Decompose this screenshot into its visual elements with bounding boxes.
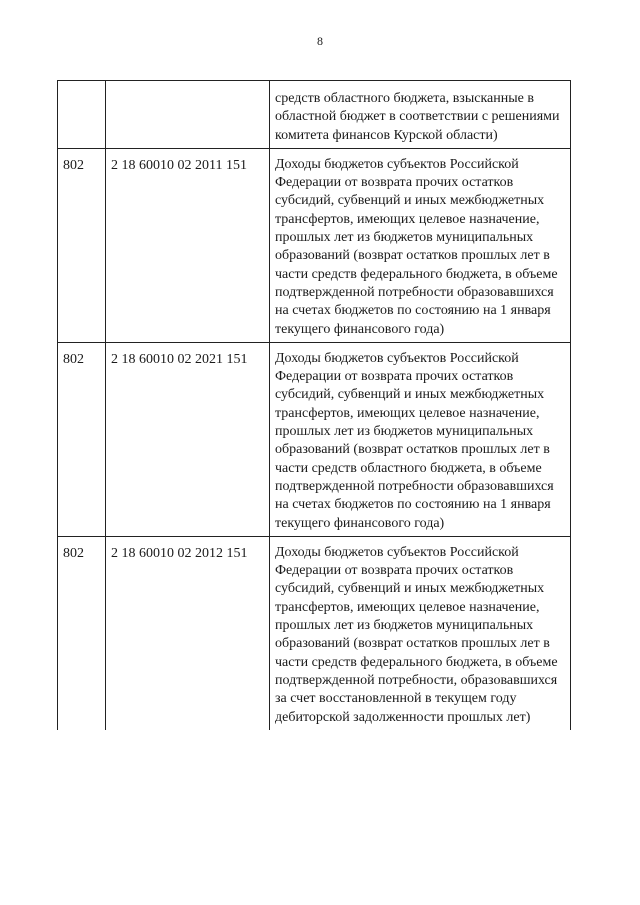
page-number: 8: [317, 34, 323, 48]
description-cell: средств областного бюджета, взысканные в областной бюджет в соответствии с решениями комитета финансов Курской области): [270, 81, 571, 149]
description-cell: Доходы бюджетов субъектов Российской Федерации от возврата прочих остатков субсидий, субвенций и иных межбюджетных трансфертов, имеющих целевое назначение, прошлых лет из бюджетов муниципальных образований (возврат остатков прошлых лет в части средств областного бюджета, в объеме подтвержденной потребности образовавшихся на счетах бюджетов по состоянию на 1 января текущего финансового года): [270, 342, 571, 536]
description-cell: Доходы бюджетов субъектов Российской Федерации от возврата прочих остатков субсидий, субвенций и иных межбюджетных трансфертов, имеющих целевое назначение, прошлых лет из бюджетов муниципальных образований (возврат остатков прошлых лет в части средств федерального бюджета, в объеме подтвержденной потребности, образовавшихся за счет восстановленной в текущем году дебиторской задолженности прошлых лет): [270, 536, 571, 729]
admin-code-cell: 802: [58, 536, 106, 729]
budget-codes-table: [57, 80, 571, 730]
budget-code-cell: [106, 81, 270, 149]
description-cell: Доходы бюджетов субъектов Российской Федерации от возврата прочих остатков субсидий, субвенций и иных межбюджетных трансфертов, имеющих целевое назначение, прошлых лет из бюджетов муниципальных образований (возврат остатков прошлых лет в части средств федерального бюджета, в объеме подтвержденной потребности образовавшихся на счетах бюджетов по состоянию на 1 января текущего финансового года): [270, 148, 571, 342]
table-row: [58, 81, 571, 149]
budget-code-cell: 2 18 60010 02 2012 151: [106, 536, 270, 729]
admin-code-cell: 802: [58, 342, 106, 536]
table-row: [58, 536, 571, 729]
budget-code-cell: 2 18 60010 02 2021 151: [106, 342, 270, 536]
admin-code-cell: 802: [58, 148, 106, 342]
table-row: [58, 148, 571, 342]
table-row: [58, 342, 571, 536]
admin-code-cell: [58, 81, 106, 149]
budget-code-cell: 2 18 60010 02 2011 151: [106, 148, 270, 342]
